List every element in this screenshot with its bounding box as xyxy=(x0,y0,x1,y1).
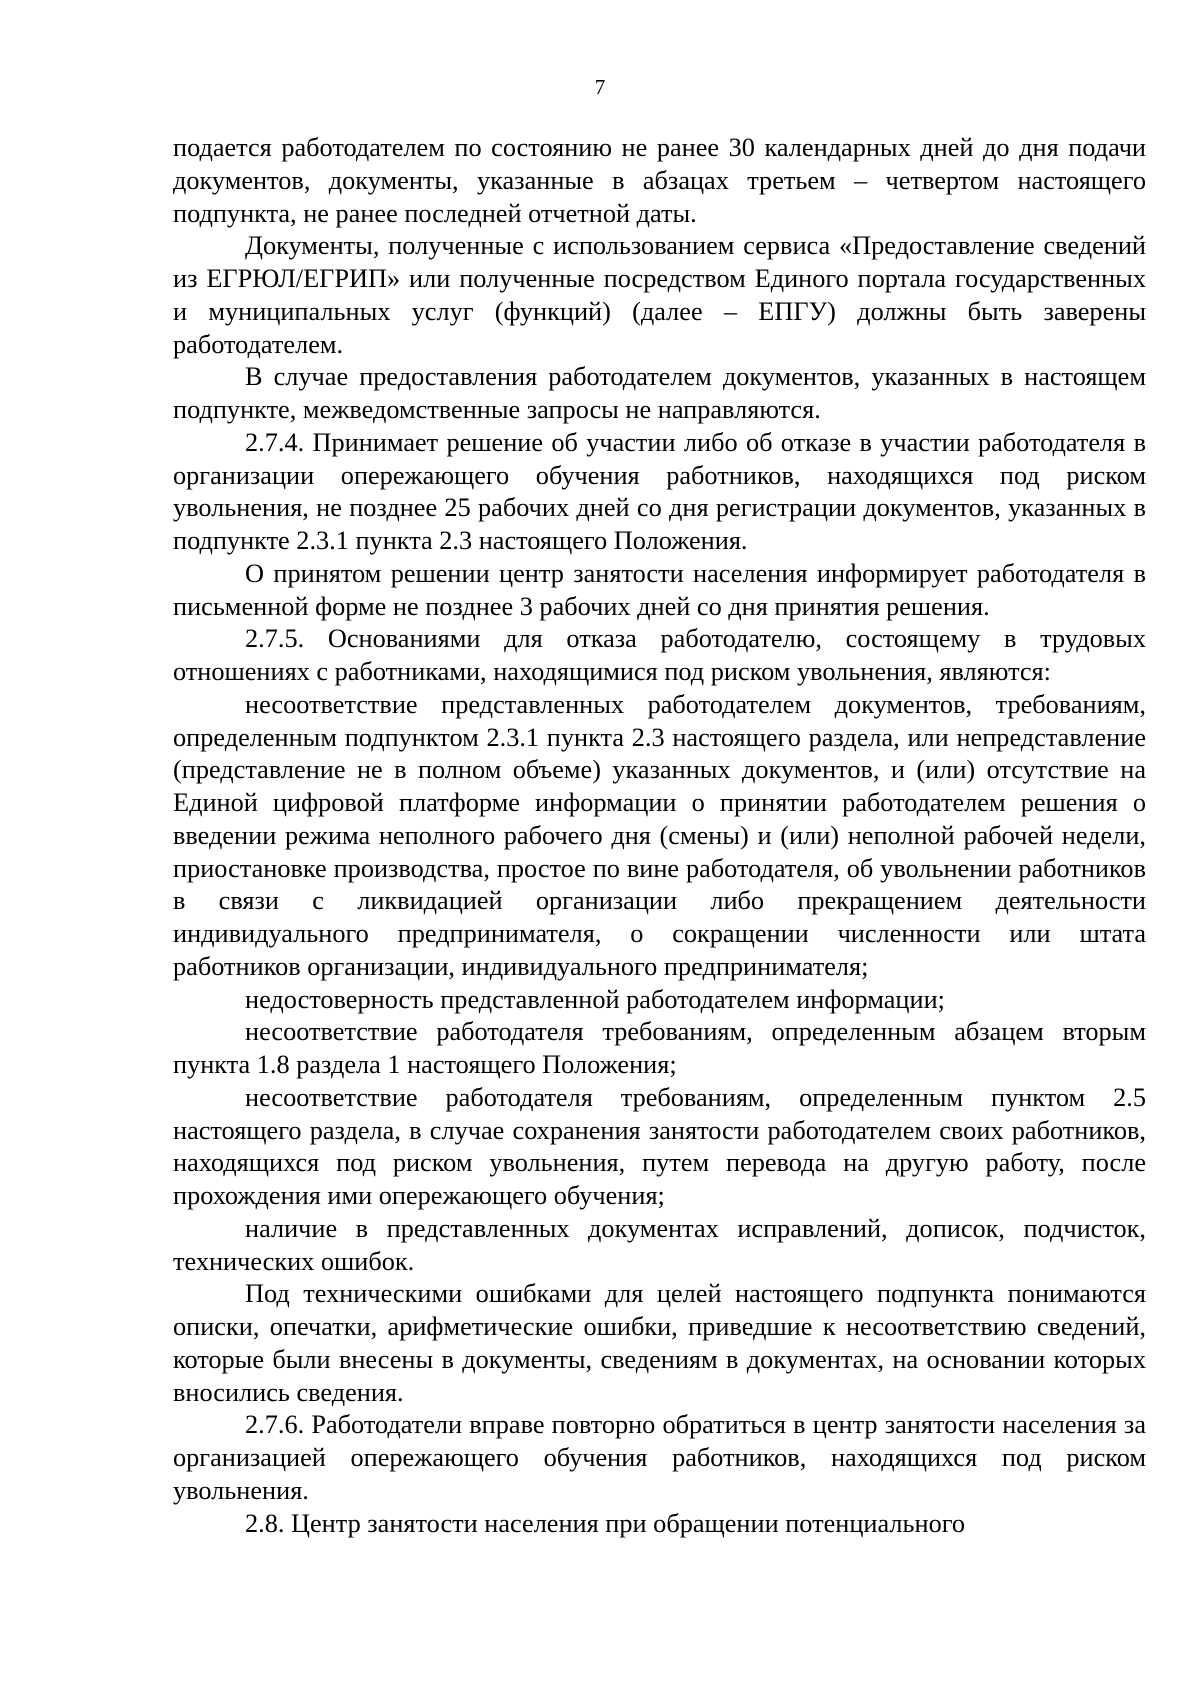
paragraph-2-7-5: 2.7.5. Основаниями для отказа работодателю, состоящему в трудовых отношениях с работниками, находящимися под риском увольнения, являются: xyxy=(173,624,1146,686)
paragraph-2-8: 2.8. Центр занятости населения при обращении потенциального xyxy=(245,1508,966,1538)
paragraph-certification: Документы, полученные с использованием сервиса «Предоставление сведений из ЕГРЮЛ/ЕГРИП» или полученные посредством Единого портала государственных и муниципальных услуг (функций) (далее – ЕПГУ) должны быть заверены работодателем. xyxy=(173,231,1146,359)
paragraph-refusal-reason-1: несоответствие представленных работодателем документов, требованиям, определенным подпунктом 2.3.1 пункта 2.3 настоящего раздела, или непредставление (представление не в полном объеме) указанных документов, и (или) отсутствие на Единой цифровой платформе информации о принятии работодателем решения о введении режима неполного рабочего дня (смены) и (или) неполной рабочей недели, приостановке производства, простое по вине работодателя, об увольнении работников в связи с ликвидацией организации либо прекращением деятельности индивидуального предпринимателя, о сокращении численности или штата работников организации, индивидуального предпринимателя; xyxy=(173,689,1146,981)
paragraph-2-7-6: 2.7.6. Работодатели вправе повторно обратиться в центр занятости населения за организацией опережающего обучения работников, находящихся под риском увольнения. xyxy=(173,1410,1146,1505)
paragraph-decision-notice: О принятом решении центр занятости населения информирует работодателя в письменной форме не позднее 3 рабочих дней со дня принятия решения. xyxy=(173,558,1146,621)
paragraph-refusal-reason-3: несоответствие работодателя требованиям, определенным абзацем вторым пункта 1.8 раздела 1 настоящего Положения; xyxy=(173,1017,1146,1079)
paragraph-no-interagency-requests: В случае предоставления работодателем документов, указанных в настоящем подпункте, межведомственные запросы не направляются. xyxy=(173,362,1146,424)
paragraph-technical-errors-definition: Под техническими ошибками для целей настоящего подпункта понимаются описки, опечатки, арифметические ошибки, приведшие к несоответствию сведений, которые были внесены в документы, сведениям в документах, на основании которых вносились сведения. xyxy=(173,1279,1146,1407)
paragraph-refusal-reason-4: несоответствие работодателя требованиям, определенным пунктом 2.5 настоящего раздела, в случае сохранения занятости работодателем своих работников, находящихся под риском увольнения, путем перевода на другую работу, после прохождения ими опережающего обучения; xyxy=(173,1082,1146,1210)
paragraph-refusal-reason-2: недостоверность представленной работодателем информации; xyxy=(245,984,945,1014)
paragraph-continuation: подается работодателем по состоянию не ранее 30 календарных дней до дня подачи документов, документы, указанные в абзацах третьем – четвертом настоящего подпункта, не ранее последней отчетной даты. xyxy=(173,133,1146,228)
document-body xyxy=(173,132,1146,1540)
page-number: 7 xyxy=(594,75,606,99)
paragraph-refusal-reason-5: наличие в представленных документах исправлений, дописок, подчисток, технических ошибок. xyxy=(173,1213,1146,1276)
paragraph-2-7-4: 2.7.4. Принимает решение об участии либо об отказе в участии работодателя в организации опережающего обучения работников, находящихся под риском увольнения, не позднее 25 рабочих дней со дня регистрации документов, указанных в подпункте 2.3.1 пункта 2.3 настоящего Положения. xyxy=(173,427,1146,555)
